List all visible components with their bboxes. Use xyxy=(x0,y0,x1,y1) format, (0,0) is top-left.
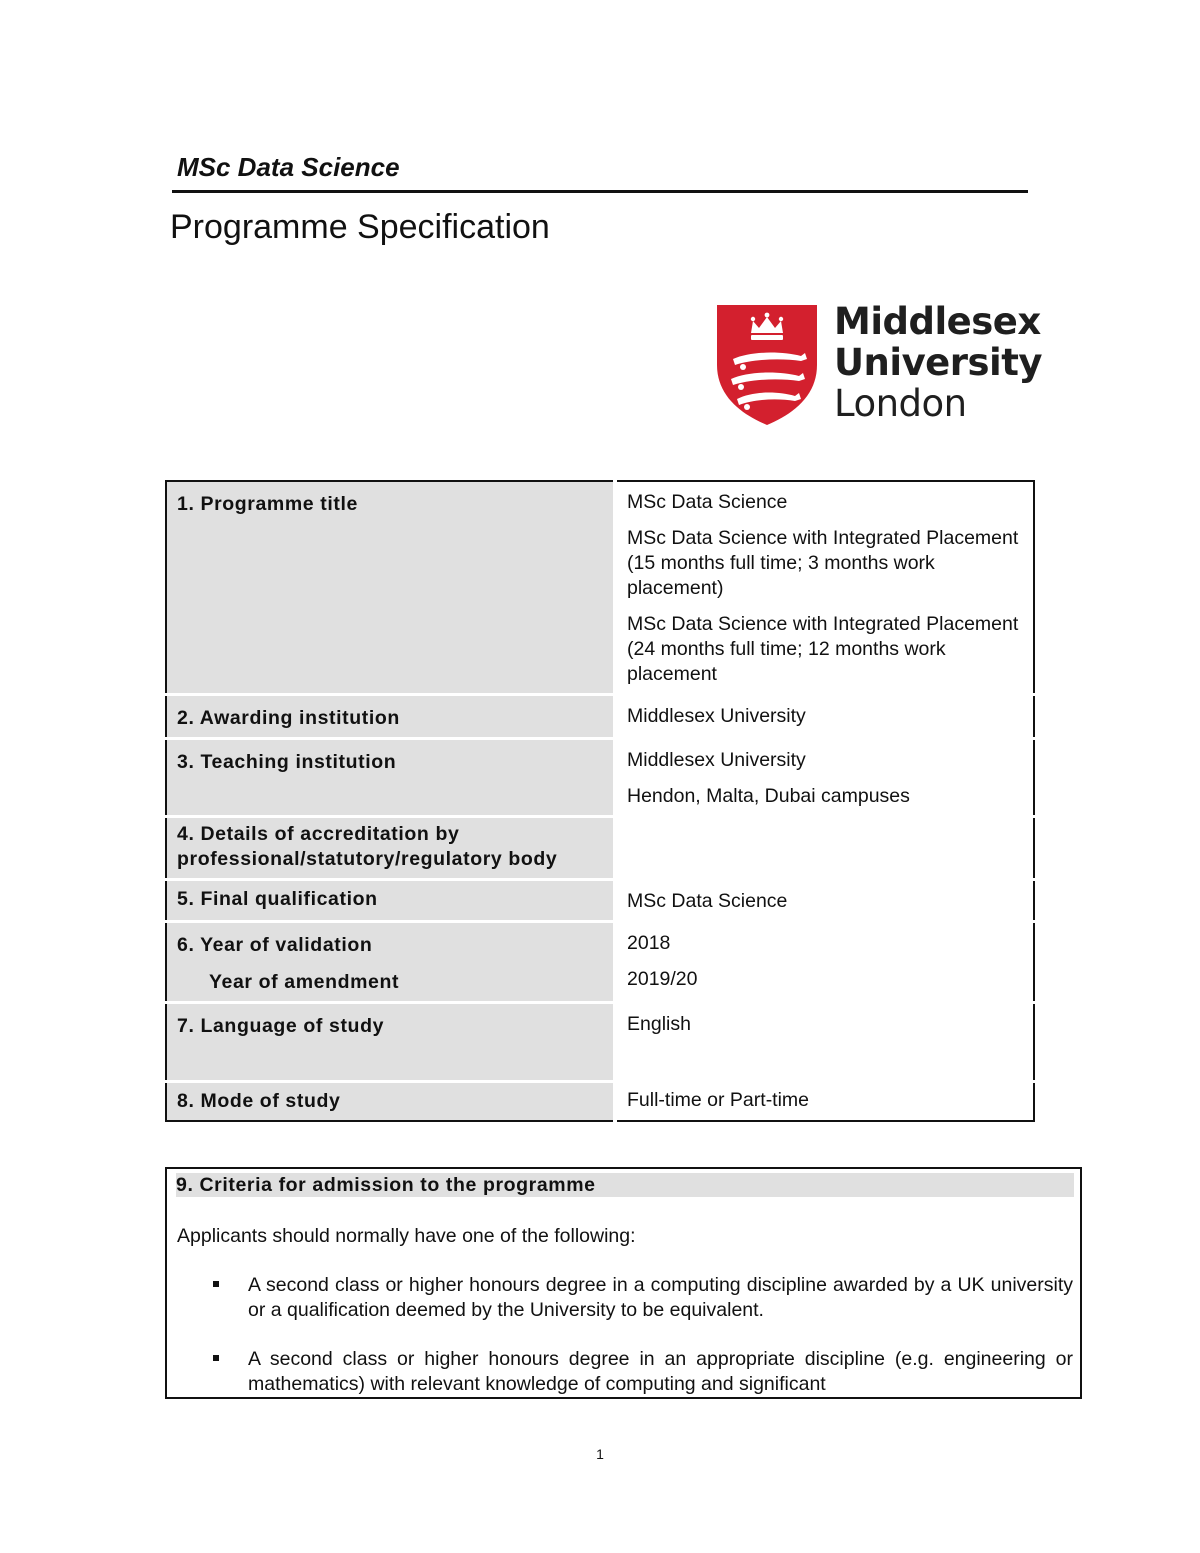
row-label: 1. Programme title xyxy=(166,481,615,695)
row-value xyxy=(615,817,1034,880)
bullet-icon xyxy=(213,1281,219,1287)
table-row xyxy=(166,481,1034,695)
programme-header: MSc Data Science xyxy=(177,152,400,182)
table-row xyxy=(166,817,1034,880)
list-item-text: A second class or higher honours degree in a computing discipline awarded by a UK university or a qualification deemed by the University to be equivalent. xyxy=(248,1274,1073,1321)
row-value xyxy=(615,1003,1034,1082)
list-item xyxy=(177,1273,1073,1323)
value-line: 2019/20 xyxy=(627,968,698,990)
row-label: 7. Language of study xyxy=(166,1003,615,1082)
list-item xyxy=(177,1347,1073,1397)
row-value xyxy=(615,695,1034,739)
page-number: 1 xyxy=(596,1446,604,1462)
programme-details-table xyxy=(165,480,1035,1122)
bullet-icon xyxy=(213,1355,219,1361)
logo-wordmark xyxy=(834,301,1042,424)
row-label: 8. Mode of study xyxy=(166,1082,615,1122)
value-line: Middlesex University xyxy=(627,749,806,771)
criteria-heading: 9. Criteria for admission to the programme xyxy=(176,1173,1074,1197)
value-line: MSc Data Science with Integrated Placement (24 months full time; 12 months work placement xyxy=(627,613,1019,685)
row-label: 5. Final qualification xyxy=(166,880,615,922)
row-value xyxy=(615,922,1034,1003)
table-row xyxy=(166,1082,1034,1122)
value-line: English xyxy=(627,1013,691,1035)
shield-icon xyxy=(717,303,817,427)
value-line: Full-time or Part-time xyxy=(627,1089,810,1111)
admission-criteria-box xyxy=(165,1167,1082,1399)
page-title: Programme Specification xyxy=(170,208,550,246)
header-rule xyxy=(172,190,1028,193)
row-sublabel: Year of amendment xyxy=(209,971,400,993)
criteria-list xyxy=(177,1273,1073,1399)
value-line: Hendon, Malta, Dubai campuses xyxy=(627,785,910,807)
row-label: 4. Details of accreditation by professional/statutory/regulatory body xyxy=(166,817,615,880)
university-logo xyxy=(717,300,1043,433)
value-line: 2018 xyxy=(627,932,671,954)
table-row xyxy=(166,922,1034,1003)
row-label-text: 6. Year of validation xyxy=(177,934,373,956)
table-row xyxy=(166,880,1034,922)
row-label: 2. Awarding institution xyxy=(166,695,615,739)
logo-line-2: University xyxy=(834,341,1043,384)
row-label: 3. Teaching institution xyxy=(166,739,615,817)
row-value xyxy=(615,739,1034,817)
table-row xyxy=(166,695,1034,739)
list-item-text: A second class or higher honours degree in an appropriate discipline (e.g. engineering or mathematics) with relevant knowledge of computing and significant xyxy=(248,1348,1073,1395)
row-label xyxy=(166,922,615,1003)
table-row xyxy=(166,739,1034,817)
row-value xyxy=(615,481,1034,695)
value-line: MSc Data Science with Integrated Placement (15 months full time; 3 months work placement) xyxy=(627,527,1019,599)
logo-line-1: Middlesex xyxy=(834,300,1041,343)
row-value xyxy=(615,1082,1034,1122)
value-line: MSc Data Science xyxy=(627,491,788,513)
logo-line-3: London xyxy=(834,382,967,425)
table-row xyxy=(166,1003,1034,1082)
value-line: Middlesex University xyxy=(627,705,806,727)
value-line: MSc Data Science xyxy=(627,890,788,912)
criteria-intro: Applicants should normally have one of the following: xyxy=(177,1225,636,1247)
row-value xyxy=(615,880,1034,922)
